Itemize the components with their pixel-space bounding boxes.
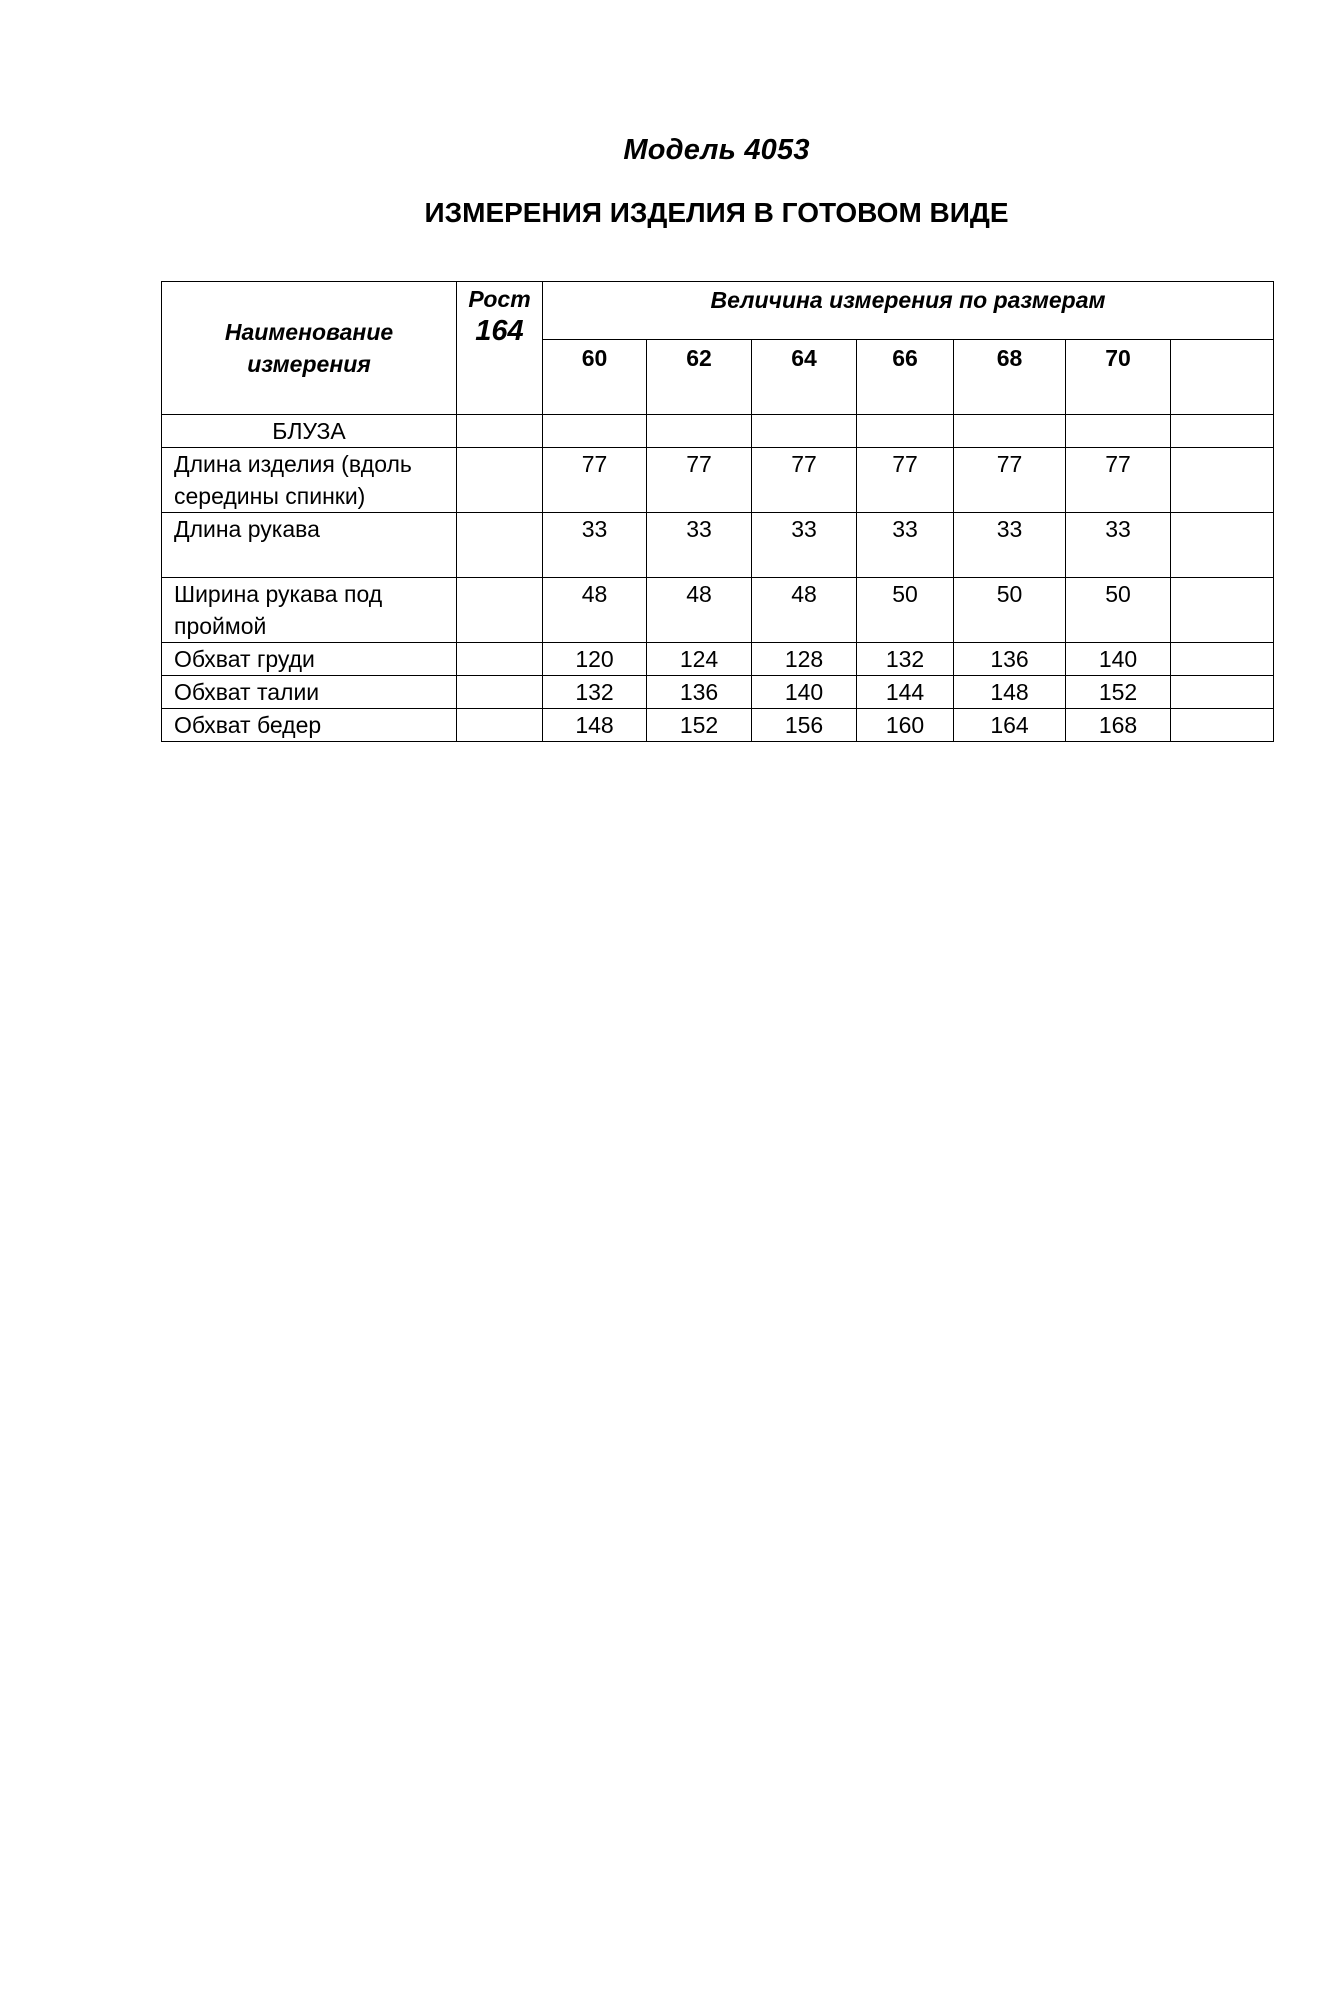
table-row bbox=[162, 676, 1274, 709]
value-cell: 33 bbox=[857, 513, 954, 578]
table-row bbox=[162, 643, 1274, 676]
value-cell: 50 bbox=[857, 578, 954, 643]
measurements-table bbox=[161, 281, 1274, 742]
document-title: ИЗМЕРЕНИЯ ИЗДЕЛИЯ В ГОТОВОМ ВИДЕ bbox=[424, 197, 1009, 228]
empty-cell bbox=[1171, 709, 1274, 742]
value-cell: 120 bbox=[543, 643, 647, 676]
measurement-name-header bbox=[162, 282, 457, 415]
measurement-name-header-line2: измерения bbox=[247, 351, 371, 377]
size-header: 66 bbox=[857, 340, 954, 415]
value-cell: 77 bbox=[1066, 448, 1171, 513]
empty-cell bbox=[457, 448, 543, 513]
value-cell: 148 bbox=[954, 676, 1066, 709]
row-label: Обхват бедер bbox=[162, 709, 457, 742]
empty-cell bbox=[457, 513, 543, 578]
row-label-line2: середины спинки) bbox=[174, 483, 366, 509]
size-header: 68 bbox=[954, 340, 1066, 415]
table-row bbox=[162, 513, 1274, 578]
value-cell: 144 bbox=[857, 676, 954, 709]
value-cell: 48 bbox=[543, 578, 647, 643]
value-cell: 160 bbox=[857, 709, 954, 742]
empty-cell bbox=[1171, 513, 1274, 578]
empty-cell bbox=[457, 643, 543, 676]
value-cell: 164 bbox=[954, 709, 1066, 742]
size-header: 60 bbox=[543, 340, 647, 415]
value-cell: 33 bbox=[752, 513, 857, 578]
value-cell: 77 bbox=[954, 448, 1066, 513]
row-label-line1: Длина изделия (вдоль bbox=[174, 451, 412, 477]
row-label-line1: Ширина рукава под bbox=[174, 581, 383, 607]
value-cell: 33 bbox=[954, 513, 1066, 578]
empty-cell bbox=[857, 415, 954, 448]
value-cell: 33 bbox=[647, 513, 752, 578]
value-cell: 132 bbox=[857, 643, 954, 676]
value-cell: 77 bbox=[647, 448, 752, 513]
value-cell: 152 bbox=[647, 709, 752, 742]
value-cell: 136 bbox=[647, 676, 752, 709]
value-cell: 77 bbox=[543, 448, 647, 513]
empty-cell bbox=[457, 578, 543, 643]
empty-cell bbox=[1171, 578, 1274, 643]
empty-cell bbox=[457, 415, 543, 448]
empty-cell bbox=[1066, 415, 1171, 448]
empty-cell bbox=[457, 676, 543, 709]
empty-cell bbox=[1171, 415, 1274, 448]
value-cell: 140 bbox=[752, 676, 857, 709]
size-header: 64 bbox=[752, 340, 857, 415]
value-cell: 168 bbox=[1066, 709, 1171, 742]
empty-cell bbox=[1171, 643, 1274, 676]
height-value: 164 bbox=[475, 315, 524, 347]
empty-cell bbox=[1171, 340, 1274, 415]
empty-cell bbox=[1171, 676, 1274, 709]
value-cell: 136 bbox=[954, 643, 1066, 676]
value-cell: 128 bbox=[752, 643, 857, 676]
height-label: Рост bbox=[468, 286, 531, 312]
measurement-name-header-line1: Наименование bbox=[224, 319, 394, 345]
table-row bbox=[162, 578, 1274, 643]
value-cell: 148 bbox=[543, 709, 647, 742]
size-header: 62 bbox=[647, 340, 752, 415]
sizes-header: Величина измерения по размерам bbox=[543, 282, 1274, 340]
empty-cell bbox=[752, 415, 857, 448]
value-cell: 50 bbox=[954, 578, 1066, 643]
row-label: Обхват талии bbox=[162, 676, 457, 709]
row-label bbox=[162, 448, 457, 513]
model-title: Модель 4053 bbox=[623, 134, 810, 166]
section-row bbox=[162, 415, 1274, 448]
row-label bbox=[162, 578, 457, 643]
empty-cell bbox=[457, 709, 543, 742]
value-cell: 140 bbox=[1066, 643, 1171, 676]
height-header bbox=[457, 282, 543, 415]
row-label: Обхват груди bbox=[162, 643, 457, 676]
empty-cell bbox=[954, 415, 1066, 448]
table-row bbox=[162, 709, 1274, 742]
value-cell: 152 bbox=[1066, 676, 1171, 709]
value-cell: 33 bbox=[1066, 513, 1171, 578]
value-cell: 77 bbox=[857, 448, 954, 513]
value-cell: 132 bbox=[543, 676, 647, 709]
table-header-row bbox=[162, 282, 1274, 340]
table-row bbox=[162, 448, 1274, 513]
empty-cell bbox=[647, 415, 752, 448]
section-label: БЛУЗА bbox=[162, 415, 457, 448]
value-cell: 50 bbox=[1066, 578, 1171, 643]
value-cell: 48 bbox=[647, 578, 752, 643]
row-label-line2: проймой bbox=[174, 613, 267, 639]
row-label bbox=[162, 513, 457, 578]
value-cell: 48 bbox=[752, 578, 857, 643]
value-cell: 156 bbox=[752, 709, 857, 742]
value-cell: 77 bbox=[752, 448, 857, 513]
value-cell: 124 bbox=[647, 643, 752, 676]
value-cell: 33 bbox=[543, 513, 647, 578]
empty-cell bbox=[543, 415, 647, 448]
size-header: 70 bbox=[1066, 340, 1171, 415]
row-label-line1: Длина рукава bbox=[174, 516, 320, 542]
empty-cell bbox=[1171, 448, 1274, 513]
